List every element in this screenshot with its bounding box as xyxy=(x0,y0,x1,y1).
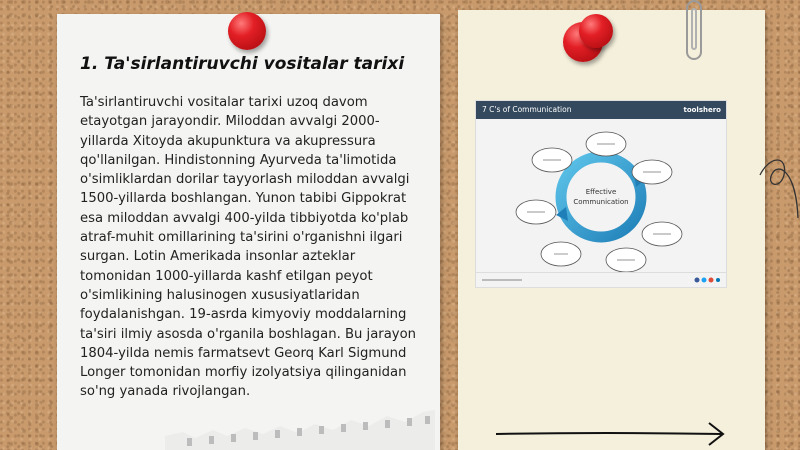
center-label-line1: Effective xyxy=(585,188,617,196)
brand-logo: toolshero xyxy=(683,106,721,114)
torn-paper-edge xyxy=(165,406,435,450)
cycle-diagram xyxy=(476,119,726,273)
slide-title: 7 C's of Communication xyxy=(482,105,572,114)
footer-divider xyxy=(482,279,522,281)
communication-diagram-slide xyxy=(475,100,727,288)
arrow-right-icon xyxy=(494,419,729,447)
paper-clip-inner xyxy=(691,8,697,50)
note-title: 1. Ta'sirlantiruvchi vositalar tarixi xyxy=(80,54,405,74)
note-body-text: Ta'sirlantiruvchi vositalar tarixi uzoq davom etayotgan jarayondir. Miloddan avvalgi 2000-yillarda Xitoyda akupunktura va akupressura qo'llanilgan. Hindistonning Ayurveda ta'limotida o'simliklardan dorilar tayyorlash miloddan avvalgi 1500-yillarda boshlangan. Yunon tabibi Gippokrat esa miloddan avvalgi 400-yilda tibbiyotda ko'plab atraf-muhit omillarining ta'sirini o'rganishni ilgari surgan. Lotin Amerikada insonlar azteklar tomonidan 1000-yillarda kashf etilgan peyot o'simlikining halusinogen xususiyatlaridan foydalanishgan. 19-asrda kimyoviy moddalarning ta'siri ilmiy asosda o'rganila boshlagan. Bu jarayon 1804-yilda nemis farmatsevt Georq Karl Sigmund Longer tomonidan morfiy izolyatsiya qilinganidan so'ng yanada rivojlangan. xyxy=(80,95,417,400)
center-label-line2: Communication xyxy=(573,198,629,206)
slide-header xyxy=(476,101,726,119)
push-pin-icon xyxy=(579,14,613,48)
decorative-squiggle xyxy=(758,150,800,220)
cycle-arrow xyxy=(561,157,641,237)
social-icons xyxy=(694,277,720,283)
push-pin-icon xyxy=(228,12,266,50)
slide-footer xyxy=(476,272,726,287)
